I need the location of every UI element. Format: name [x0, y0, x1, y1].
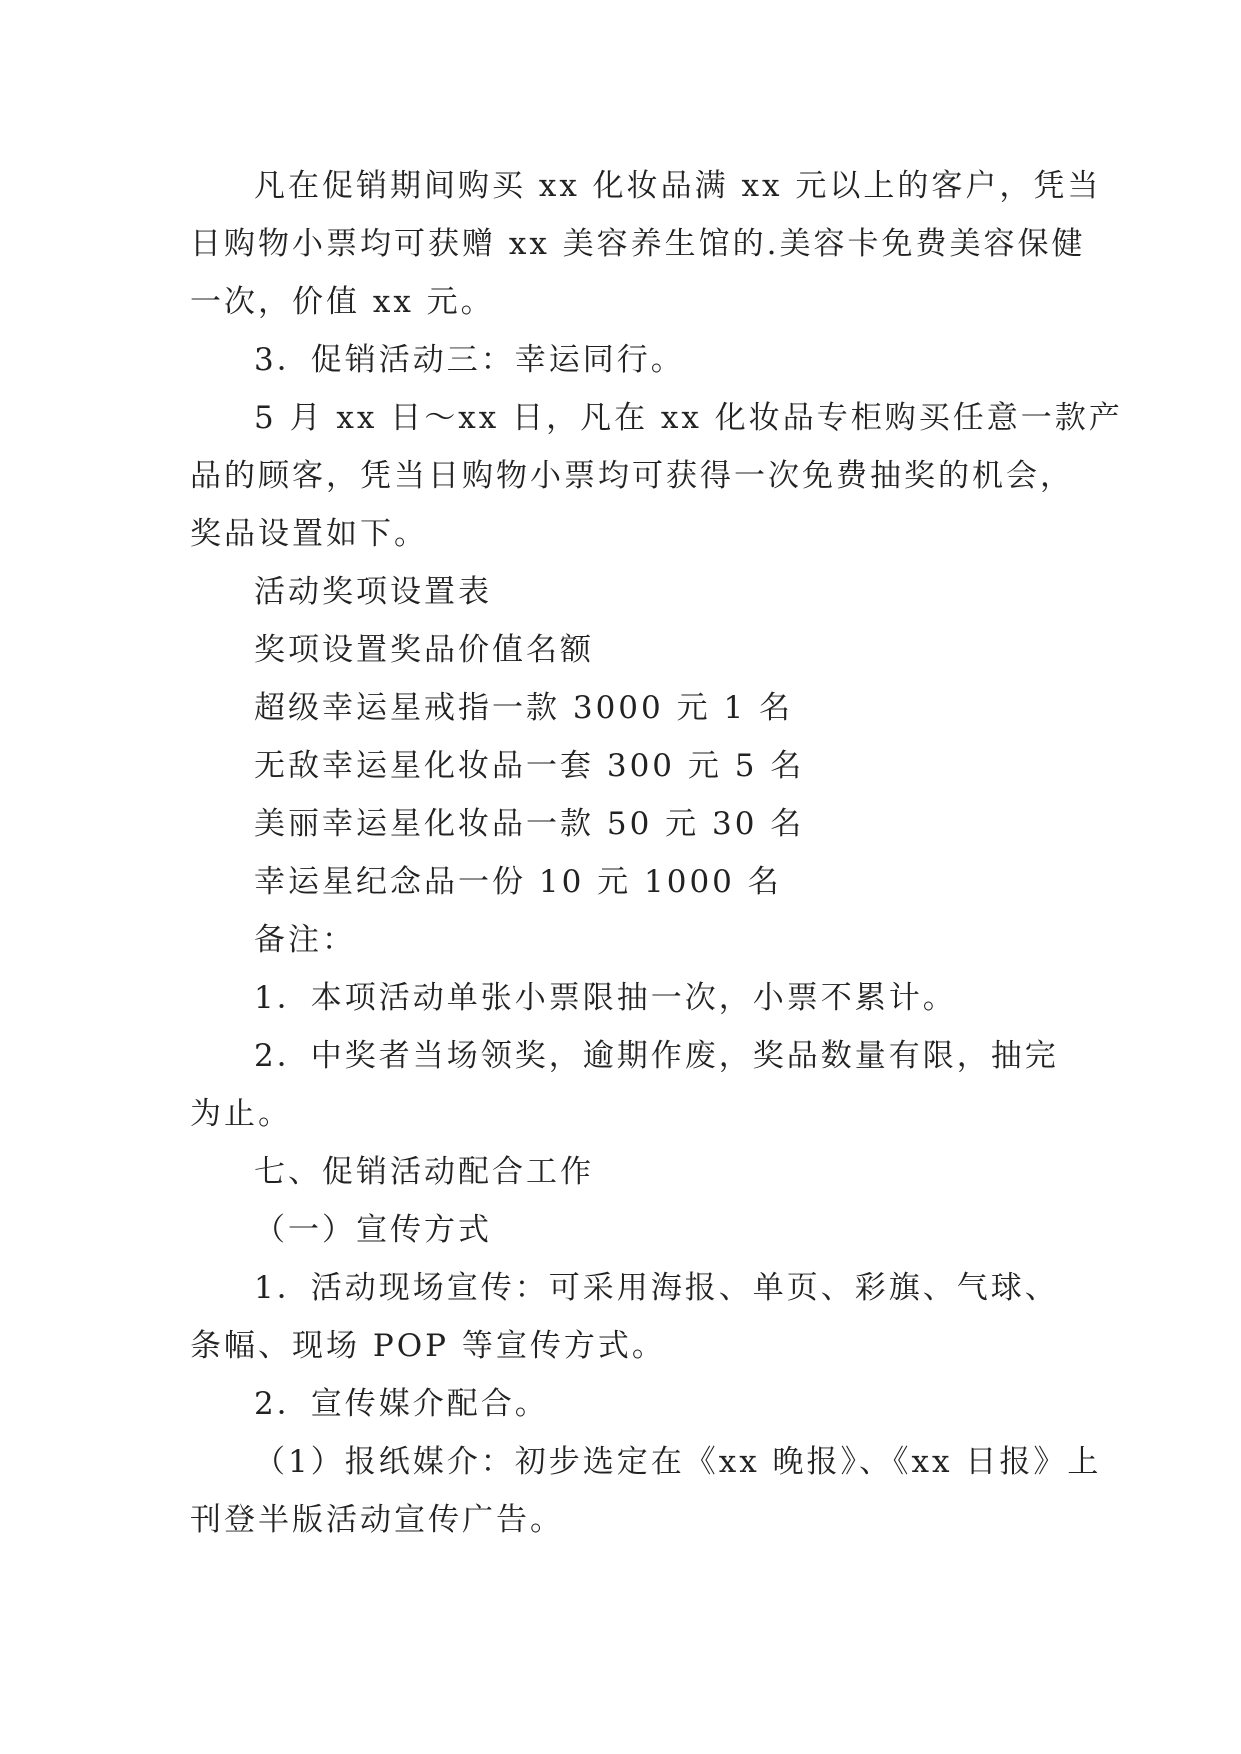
- table-row-line: 幸运星纪念品一份 10 元 1000 名: [254, 864, 782, 900]
- paragraph-line: 品的顾客，凭当日购物小票均可获得一次免费抽奖的机会，: [190, 458, 1074, 494]
- paragraph-line: 日购物小票均可获赠 xx 美容养生馆的.美容卡免费美容保健: [190, 226, 1086, 262]
- table-header-line: 奖项设置奖品价值名额: [254, 632, 594, 668]
- subsection-heading: （一）宣传方式: [254, 1212, 492, 1248]
- paragraph-line: 一次，价值 xx 元。: [190, 284, 495, 320]
- section-heading: 3．促销活动三：幸运同行。: [254, 342, 685, 378]
- note-line: 1．本项活动单张小票限抽一次，小票不累计。: [254, 980, 957, 1016]
- table-title: 活动奖项设置表: [254, 574, 492, 610]
- section-heading: 七、促销活动配合工作: [254, 1154, 594, 1190]
- paragraph-line: 条幅、现场 POP 等宣传方式。: [190, 1328, 666, 1364]
- table-row-line: 美丽幸运星化妆品一款 50 元 30 名: [254, 806, 805, 842]
- note-heading: 备注：: [254, 922, 356, 958]
- note-line: 2．中奖者当场领奖，逾期作废，奖品数量有限，抽完: [254, 1038, 1059, 1074]
- table-row-line: 无敌幸运星化妆品一套 300 元 5 名: [254, 748, 805, 784]
- table-row-line: 超级幸运星戒指一款 3000 元 1 名: [254, 690, 794, 726]
- note-line: 为止。: [190, 1096, 292, 1132]
- paragraph-line: 刊登半版活动宣传广告。: [190, 1502, 564, 1538]
- paragraph-line: （1）报纸媒介：初步选定在《xx 晚报》、《xx 日报》上: [254, 1444, 1102, 1480]
- paragraph-line: 5 月 xx 日～xx 日，凡在 xx 化妆品专柜购买任意一款产: [254, 400, 1123, 436]
- paragraph-line: 2．宣传媒介配合。: [254, 1386, 549, 1422]
- paragraph-line: 凡在促销期间购买 xx 化妆品满 xx 元以上的客户，凭当: [254, 168, 1102, 204]
- paragraph-line: 1．活动现场宣传：可采用海报、单页、彩旗、气球、: [254, 1270, 1059, 1306]
- paragraph-line: 奖品设置如下。: [190, 516, 428, 552]
